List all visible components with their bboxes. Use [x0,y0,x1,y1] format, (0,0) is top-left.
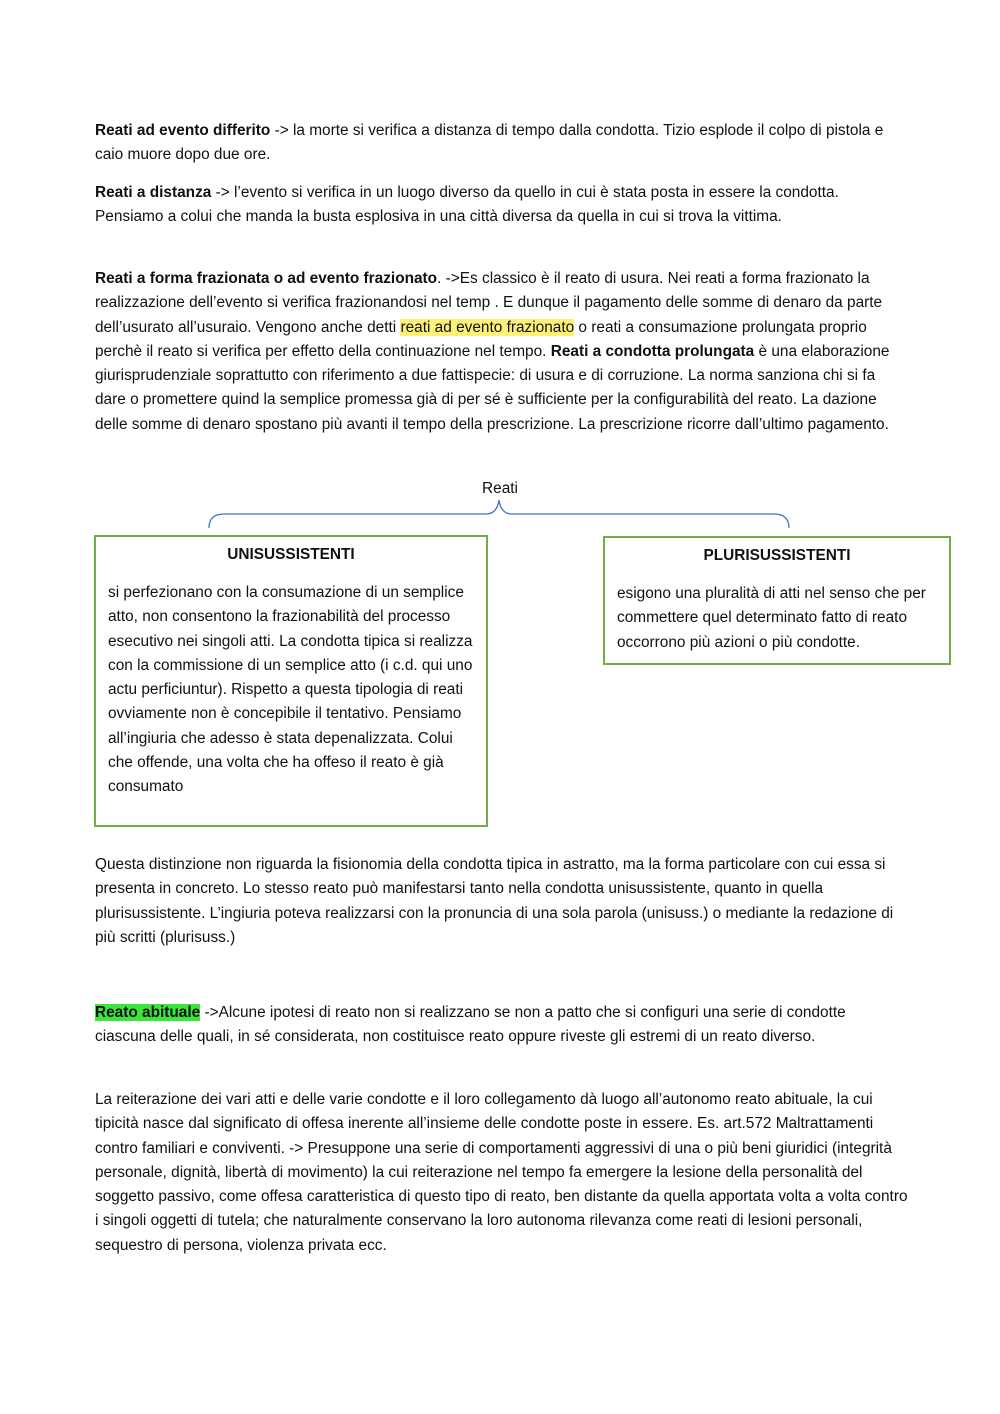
brace-connector [200,498,800,530]
paragraph-text: La reiterazione dei vari atti e delle varie condotte e il loro collegamento dà luogo all’autonomo reato abituale, la cui tipicità nasce dal significato di offesa inerente all’insieme delle condotte poste in essere. Es. art.572 Maltrattamenti contro familiari e conviventi. -> Presuppone una serie di comportamenti aggressivi di una o più beni giuridici (integrità personale, dignità, libertà di movimento) la cui reiterazione nel tempo fa emergere la lesione della personalità del soggetto passivo, come offesa caratteristica di questo tipo di reato, ben distante da quella apportata volta a volta contro i singoli oggetti di tutela; che naturalmente conservano la loro autonoma rilevanza come reati di lesioni personali, sequestro di persona, violenza privata ecc. [95,1091,908,1254]
paragraph-text: . ->Es classico è il reato di usura. Nei reati a forma frazionato la realizzazione dell’evento si verifica frazionandosi nel temp . E dunque il pagamento delle somme di denaro da parte dell’usurato all’usuraio. Vengono anche detti [95,270,883,336]
paragraph-text: è una elaborazione giurisprudenziale soprattutto con riferimento a due fattispecie: di usura e di corruzione. La norma sanziona chi si fa dare o promettere quind la semplice promessa già di per sé è sufficiente per la configurabilità del reato. La dazione delle somme di denaro spostano più avanti il tempo della prescrizione. La prescrizione ricorre dall’ultimo pagamento. [95,342,890,433]
term-reati-a-distanza: Reati a distanza [95,184,212,201]
paragraph-reati-evento-differito [95,119,910,168]
term-reati-forma-frazionata: Reati a forma frazionata o ad evento frazionato [95,270,438,287]
paragraph-text: o reati a consumazione prolungata proprio perchè il reato si verifica per effetto della continuazione nel tempo. [95,318,867,360]
highlighted-term: reati ad evento frazionato [400,318,575,336]
paragraph-text: -> la morte si verifica a distanza di tempo dalla condotta. Tizio esplode il colpo di pistola e caio muore dopo due ore. [95,122,884,164]
paragraph-text: ->Alcune ipotesi di reato non si realizzano se non a patto che si configuri una serie di condotte ciascuna delle quali, in sé considerata, non costituisce reato oppure riveste gli estremi di un reato diverso. [95,1004,846,1046]
paragraph-distinzione [95,853,910,950]
paragraph-reati-forma-frazionata [95,267,910,437]
unisussistenti-box [94,535,488,827]
highlighted-term-reato-abituale: Reato abituale [95,1004,201,1021]
diagram-title: Reati [482,480,518,497]
term-reati-evento-differito: Reati ad evento differito [95,122,271,139]
plurisussistenti-text: esigono una pluralità di atti nel senso che per commettere quel determinato fatto di reato occorrono più azioni o più condotte. [617,585,926,651]
plurisussistenti-box [603,536,951,665]
paragraph-reato-abituale [95,1001,910,1050]
term-reati-condotta-prolungata: Reati a condotta prolungata [550,342,755,360]
paragraph-text: -> l’evento si verifica in un luogo diverso da quello in cui è stata posta in essere la condotta. Pensiamo a colui che manda la busta esplosiva in una città diversa da quella in cui si trova la vittima. [95,184,839,226]
paragraph-text: Questa distinzione non riguarda la fisionomia della condotta tipica in astratto, ma la forma particolare con cui essa si presenta in concreto. Lo stesso reato può manifestarsi tanto nella condotta unisussistente, quanto in quella plurisussistente. L’ingiuria poteva realizzarsi con la pronuncia di una sola parola (unisuss.) o mediante la redazione di più scritti (plurisuss.) [95,856,894,946]
paragraph-reiterazione [95,1088,910,1258]
unisussistenti-text: si perfezionano con la consumazione di un semplice atto, non consentono la frazionabilità del processo esecutivo nei singoli atti. La condotta tipica si realizza con la commissione di un semplice atto (i c.d. qui uno actu perficiuntur). Rispetto a questa tipologia di reati ovviamente non è concepibile il tentativo. Pensiamo all’ingiuria che adesso è stata depenalizzata. Colui che offende, una volta che ha offeso il reato è già consumato [108,584,473,796]
plurisussistenti-title: PLURISUSSISTENTI [703,547,851,564]
paragraph-reati-a-distanza [95,181,910,230]
unisussistenti-title: UNISUSSISTENTI [227,546,355,563]
